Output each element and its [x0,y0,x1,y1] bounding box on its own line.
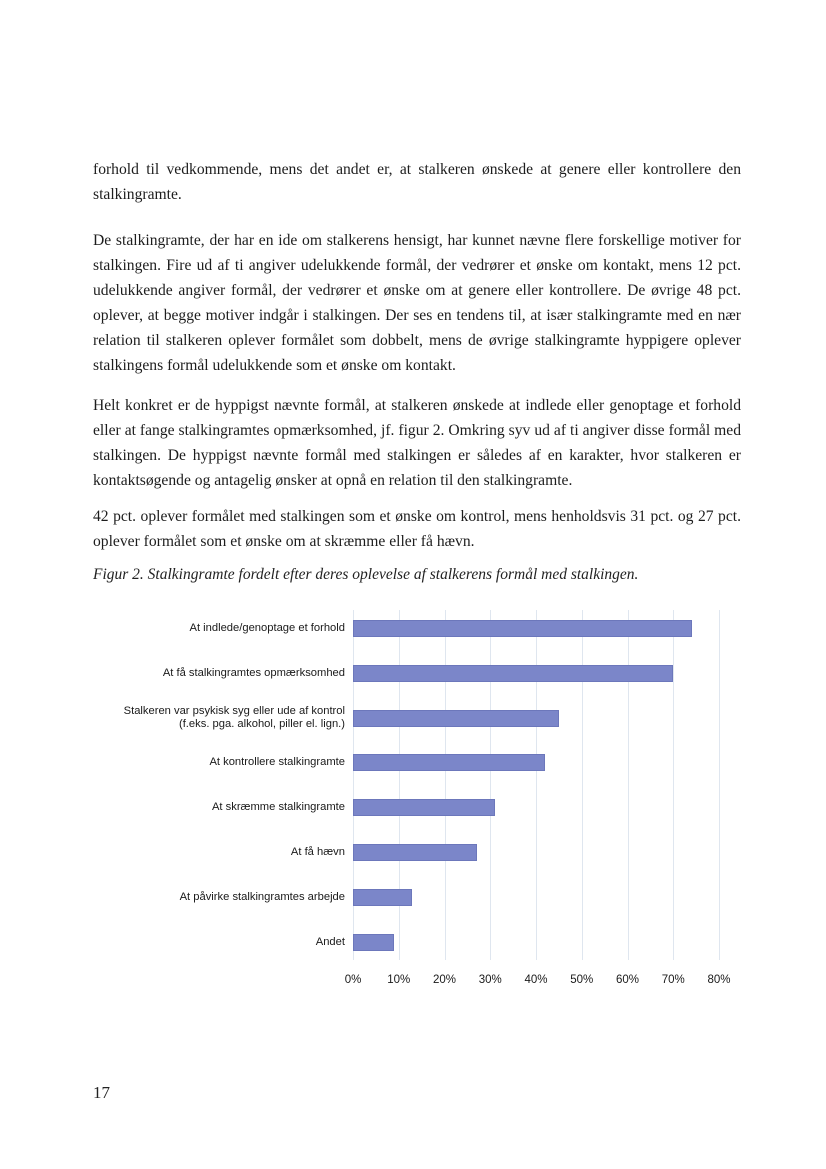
category-label [85,622,345,635]
category-label [85,846,345,859]
x-tick-label: 30% [478,974,502,986]
page-number: 17 [93,1083,110,1102]
bar [353,754,545,771]
x-tick-label: 70% [661,974,685,986]
x-tick-label: 0% [344,974,362,986]
x-tick-label: 10% [387,974,411,986]
bar [353,889,412,906]
category-label-line: At skræmme stalkingramte [211,801,345,814]
bar [353,710,559,727]
category-label-line: At indlede/genoptage et forhold [189,622,345,634]
bar [353,665,673,682]
gridline [399,610,400,960]
gridline [353,610,354,960]
gridline [445,610,446,960]
bar [353,844,477,861]
bar [353,934,394,951]
category-label [85,801,345,814]
plot-area [353,610,719,960]
category-label-line: At få hævn [290,846,345,858]
gridline [628,610,629,960]
category-label-line: (f.eks. pga. alkohol, piller el. lign.) [178,718,345,731]
category-label [85,936,345,949]
gridline [582,610,583,960]
category-label-line: Stalkeren var psykisk syg eller ude af kontrol [123,705,345,718]
category-label-line: At få stalkingramtes opmærksomhed [162,666,345,679]
paragraph-3: Helt konkret er de hyppigst nævnte formål, at stalkeren ønskede at indlede eller genoptage et forhold eller at fange stalkingramtes opmærksomhed, jf. figur 2. Omkring syv ud af ti angiver disse formål med stalkingen. De hyppigst nævnte formål med stalkingen er således af en karakter, hvor stalkeren er kontaktsøgende og antagelig ønsker at opnå en relation til den stalkingramte. [93,397,741,489]
gridline [719,610,720,960]
gridline [490,610,491,960]
category-label [85,891,345,904]
paragraph-1: forhold til vedkommende, mens det andet er, at stalkeren ønskede at genere eller kontrollere den stalkingramte. [93,161,741,203]
bar [353,799,495,816]
category-label-line: At kontrollere stalkingramte [209,756,345,769]
category-label [85,667,345,680]
bar-chart [95,610,745,995]
paragraph-4: 42 pct. oplever formålet med stalkingen som et ønske om kontrol, mens henholdsvis 31 pct. og 27 pct. oplever formålet som et ønske om at skræmme eller få hævn. [93,508,741,550]
x-tick-label: 20% [432,974,457,986]
x-tick-label: 60% [615,974,640,986]
x-tick-label: 50% [570,974,594,986]
category-label-line: At påvirke stalkingramtes arbejde [179,890,345,903]
gridline [536,610,537,960]
paragraph-2: De stalkingramte, der har en ide om stalkerens hensigt, har kunnet nævne flere forskellige motiver for stalkingen. Fire ud af ti angiver udelukkende formål, der vedrører et ønske om kontakt, mens 12 pct. udelukkende angiver formål, der vedrører et ønske om at genere eller kontrollere. De øvrige 48 pct. oplever, at begge motiver indgår i stalkingen. Der ses en tendens til, at især stalkingramte med en nær relation til stalkeren oplever formålet som dobbelt, mens de øvrige stalkingramte hyppigere oplever stalkingens formål udelukkende som et ønske om kontakt. [93,232,741,374]
category-label [85,756,345,769]
gridline [673,610,674,960]
bar [353,620,692,637]
x-tick-label: 40% [524,974,548,986]
x-tick-label: 80% [707,974,731,986]
category-label [85,705,345,731]
figure-caption: Figur 2. Stalkingramte fordelt efter deres oplevelse af stalkerens formål med stalkingen. [93,566,639,583]
category-label-line: Andet [315,935,345,948]
